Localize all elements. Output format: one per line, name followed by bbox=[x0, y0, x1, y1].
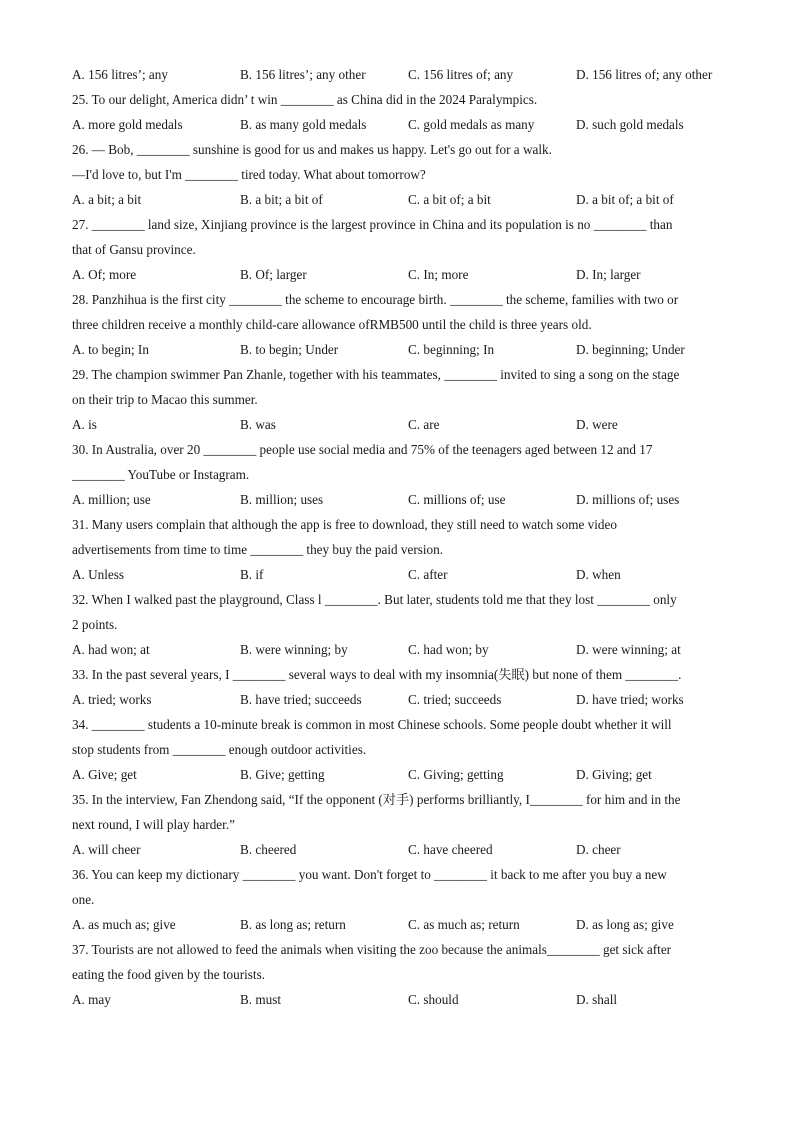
question-text-line: 35. In the interview, Fan Zhendong said, “If the opponent (对手) performs brilliantly, I________ for him and in the bbox=[72, 792, 681, 807]
answer-option-d: D. cheer bbox=[576, 842, 621, 857]
question-block bbox=[72, 937, 732, 1012]
answer-option-d: D. were winning; at bbox=[576, 642, 681, 657]
question-text-line: 29. The champion swimmer Pan Zhanle, together with his teammates, ________ invited to sing a song on the stage bbox=[72, 367, 680, 382]
answer-option-a: A. more gold medals bbox=[72, 117, 183, 132]
answer-options-row bbox=[72, 187, 732, 212]
answer-option-a: A. to begin; In bbox=[72, 342, 149, 357]
question-text-line: ________ YouTube or Instagram. bbox=[72, 467, 250, 482]
question-text-line: 27. ________ land size, Xinjiang province is the largest province in China and its population is no ________ than bbox=[72, 217, 673, 232]
answer-option-d: D. a bit of; a bit of bbox=[576, 192, 674, 207]
answer-option-d: D. such gold medals bbox=[576, 117, 684, 132]
answer-option-a: A. million; use bbox=[72, 492, 151, 507]
answer-option-d: D. In; larger bbox=[576, 267, 641, 282]
question-text-line: 33. In the past several years, I ________ several ways to deal with my insomnia(失眠) but none of them ________. bbox=[72, 667, 682, 682]
answer-options-row bbox=[72, 112, 732, 137]
answer-option-d: D. shall bbox=[576, 992, 618, 1007]
answer-option-b: B. Give; getting bbox=[240, 767, 325, 782]
answer-option-d: D. when bbox=[576, 567, 621, 582]
question-text-line: 2 points. bbox=[72, 617, 118, 632]
answer-option-b: B. as many gold medals bbox=[240, 117, 367, 132]
answer-option-b: B. cheered bbox=[240, 842, 297, 857]
answer-option-c: C. gold medals as many bbox=[408, 117, 535, 132]
question-text-line: three children receive a monthly child-care allowance ofRMB500 until the child is three years old. bbox=[72, 317, 592, 332]
question-text-line: 32. When I walked past the playground, Class l ________. But later, students told me that they lost ________ only bbox=[72, 592, 677, 607]
answer-option-a: A. Of; more bbox=[72, 267, 137, 282]
answer-option-b: B. Of; larger bbox=[240, 267, 307, 282]
question-text-line: on their trip to Macao this summer. bbox=[72, 392, 258, 407]
question-text-line: eating the food given by the tourists. bbox=[72, 967, 266, 982]
answer-option-c: C. after bbox=[408, 567, 448, 582]
answer-options-row bbox=[72, 687, 732, 712]
answer-option-a: A. 156 litres’; any bbox=[72, 67, 168, 82]
question-block bbox=[72, 62, 732, 87]
answer-option-d: D. beginning; Under bbox=[576, 342, 685, 357]
answer-options-row bbox=[72, 487, 732, 512]
answer-option-b: B. as long as; return bbox=[240, 917, 346, 932]
question-text-line: 25. To our delight, America didn’ t win ________ as China did in the 2024 Paralympics. bbox=[72, 92, 538, 107]
question-block bbox=[72, 512, 732, 587]
question-text-line: —I'd love to, but I'm ________ tired today. What about tomorrow? bbox=[72, 167, 426, 182]
answer-options-row bbox=[72, 837, 732, 862]
question-block bbox=[72, 87, 732, 137]
question-block bbox=[72, 862, 732, 937]
answer-options-row bbox=[72, 637, 732, 662]
question-text-line: 34. ________ students a 10-minute break is common in most Chinese schools. Some people doubt whether it will bbox=[72, 717, 672, 732]
question-block bbox=[72, 787, 732, 862]
answer-option-b: B. have tried; succeeds bbox=[240, 692, 362, 707]
question-text-line: advertisements from time to time ________ they buy the paid version. bbox=[72, 542, 444, 557]
answer-option-d: D. Giving; get bbox=[576, 767, 652, 782]
question-block bbox=[72, 437, 732, 512]
question-block bbox=[72, 137, 732, 212]
question-text-line: next round, I will play harder.” bbox=[72, 817, 235, 832]
question-block bbox=[72, 212, 732, 287]
question-text-line: 26. — Bob, ________ sunshine is good for us and makes us happy. Let's go out for a walk. bbox=[72, 142, 552, 157]
answer-option-a: A. tried; works bbox=[72, 692, 152, 707]
answer-option-c: C. In; more bbox=[408, 267, 469, 282]
answer-option-a: A. Give; get bbox=[72, 767, 137, 782]
answer-options-row bbox=[72, 62, 732, 87]
answer-option-b: B. 156 litres’; any other bbox=[240, 67, 366, 82]
answer-option-c: C. millions of; use bbox=[408, 492, 506, 507]
answer-options-row bbox=[72, 987, 732, 1012]
question-text-line: stop students from ________ enough outdoor activities. bbox=[72, 742, 367, 757]
answer-options-row bbox=[72, 562, 732, 587]
answer-option-a: A. is bbox=[72, 417, 97, 432]
question-text-line: 30. In Australia, over 20 ________ people use social media and 75% of the teenagers aged between 12 and 17 bbox=[72, 442, 653, 457]
answer-option-a: A. Unless bbox=[72, 567, 125, 582]
answer-options-row bbox=[72, 337, 732, 362]
question-text-line: 31. Many users complain that although the app is free to download, they still need to watch some video bbox=[72, 517, 617, 532]
answer-option-b: B. was bbox=[240, 417, 276, 432]
answer-option-c: C. Giving; getting bbox=[408, 767, 504, 782]
answer-option-a: A. had won; at bbox=[72, 642, 150, 657]
answer-option-c: C. as much as; return bbox=[408, 917, 520, 932]
answer-option-d: D. have tried; works bbox=[576, 692, 684, 707]
answer-option-a: A. may bbox=[72, 992, 111, 1007]
question-text-line: 28. Panzhihua is the first city ________ the scheme to encourage birth. ________ the scheme, families with two or bbox=[72, 292, 679, 307]
question-text-line: 36. You can keep my dictionary ________ you want. Don't forget to ________ it back to me after you buy a new bbox=[72, 867, 667, 882]
answer-option-c: C. tried; succeeds bbox=[408, 692, 502, 707]
answer-option-d: D. millions of; uses bbox=[576, 492, 680, 507]
document-page bbox=[72, 62, 732, 1012]
answer-option-a: A. a bit; a bit bbox=[72, 192, 142, 207]
answer-option-c: C. had won; by bbox=[408, 642, 489, 657]
answer-option-d: D. 156 litres of; any other bbox=[576, 67, 713, 82]
question-block bbox=[72, 662, 732, 712]
answer-options-row bbox=[72, 262, 732, 287]
answer-option-b: B. if bbox=[240, 567, 264, 582]
answer-option-a: A. will cheer bbox=[72, 842, 141, 857]
answer-option-c: C. 156 litres of; any bbox=[408, 67, 514, 82]
answer-option-b: B. a bit; a bit of bbox=[240, 192, 323, 207]
answer-option-b: B. million; uses bbox=[240, 492, 324, 507]
answer-option-d: D. as long as; give bbox=[576, 917, 674, 932]
question-text-line: 37. Tourists are not allowed to feed the animals when visiting the zoo because the animals________ get sick after bbox=[72, 942, 672, 957]
answer-option-a: A. as much as; give bbox=[72, 917, 176, 932]
answer-option-b: B. were winning; by bbox=[240, 642, 348, 657]
answer-option-c: C. are bbox=[408, 417, 440, 432]
question-block bbox=[72, 362, 732, 437]
answer-options-row bbox=[72, 912, 732, 937]
answer-option-c: C. should bbox=[408, 992, 459, 1007]
answer-option-d: D. were bbox=[576, 417, 618, 432]
question-block bbox=[72, 287, 732, 362]
answer-option-c: C. a bit of; a bit bbox=[408, 192, 491, 207]
answer-option-b: B. to begin; Under bbox=[240, 342, 339, 357]
answer-option-b: B. must bbox=[240, 992, 282, 1007]
answer-option-c: C. have cheered bbox=[408, 842, 493, 857]
question-block bbox=[72, 587, 732, 662]
answer-options-row bbox=[72, 412, 732, 437]
question-text-line: that of Gansu province. bbox=[72, 242, 196, 257]
question-text-line: one. bbox=[72, 892, 95, 907]
answer-options-row bbox=[72, 762, 732, 787]
question-block bbox=[72, 712, 732, 787]
answer-option-c: C. beginning; In bbox=[408, 342, 495, 357]
